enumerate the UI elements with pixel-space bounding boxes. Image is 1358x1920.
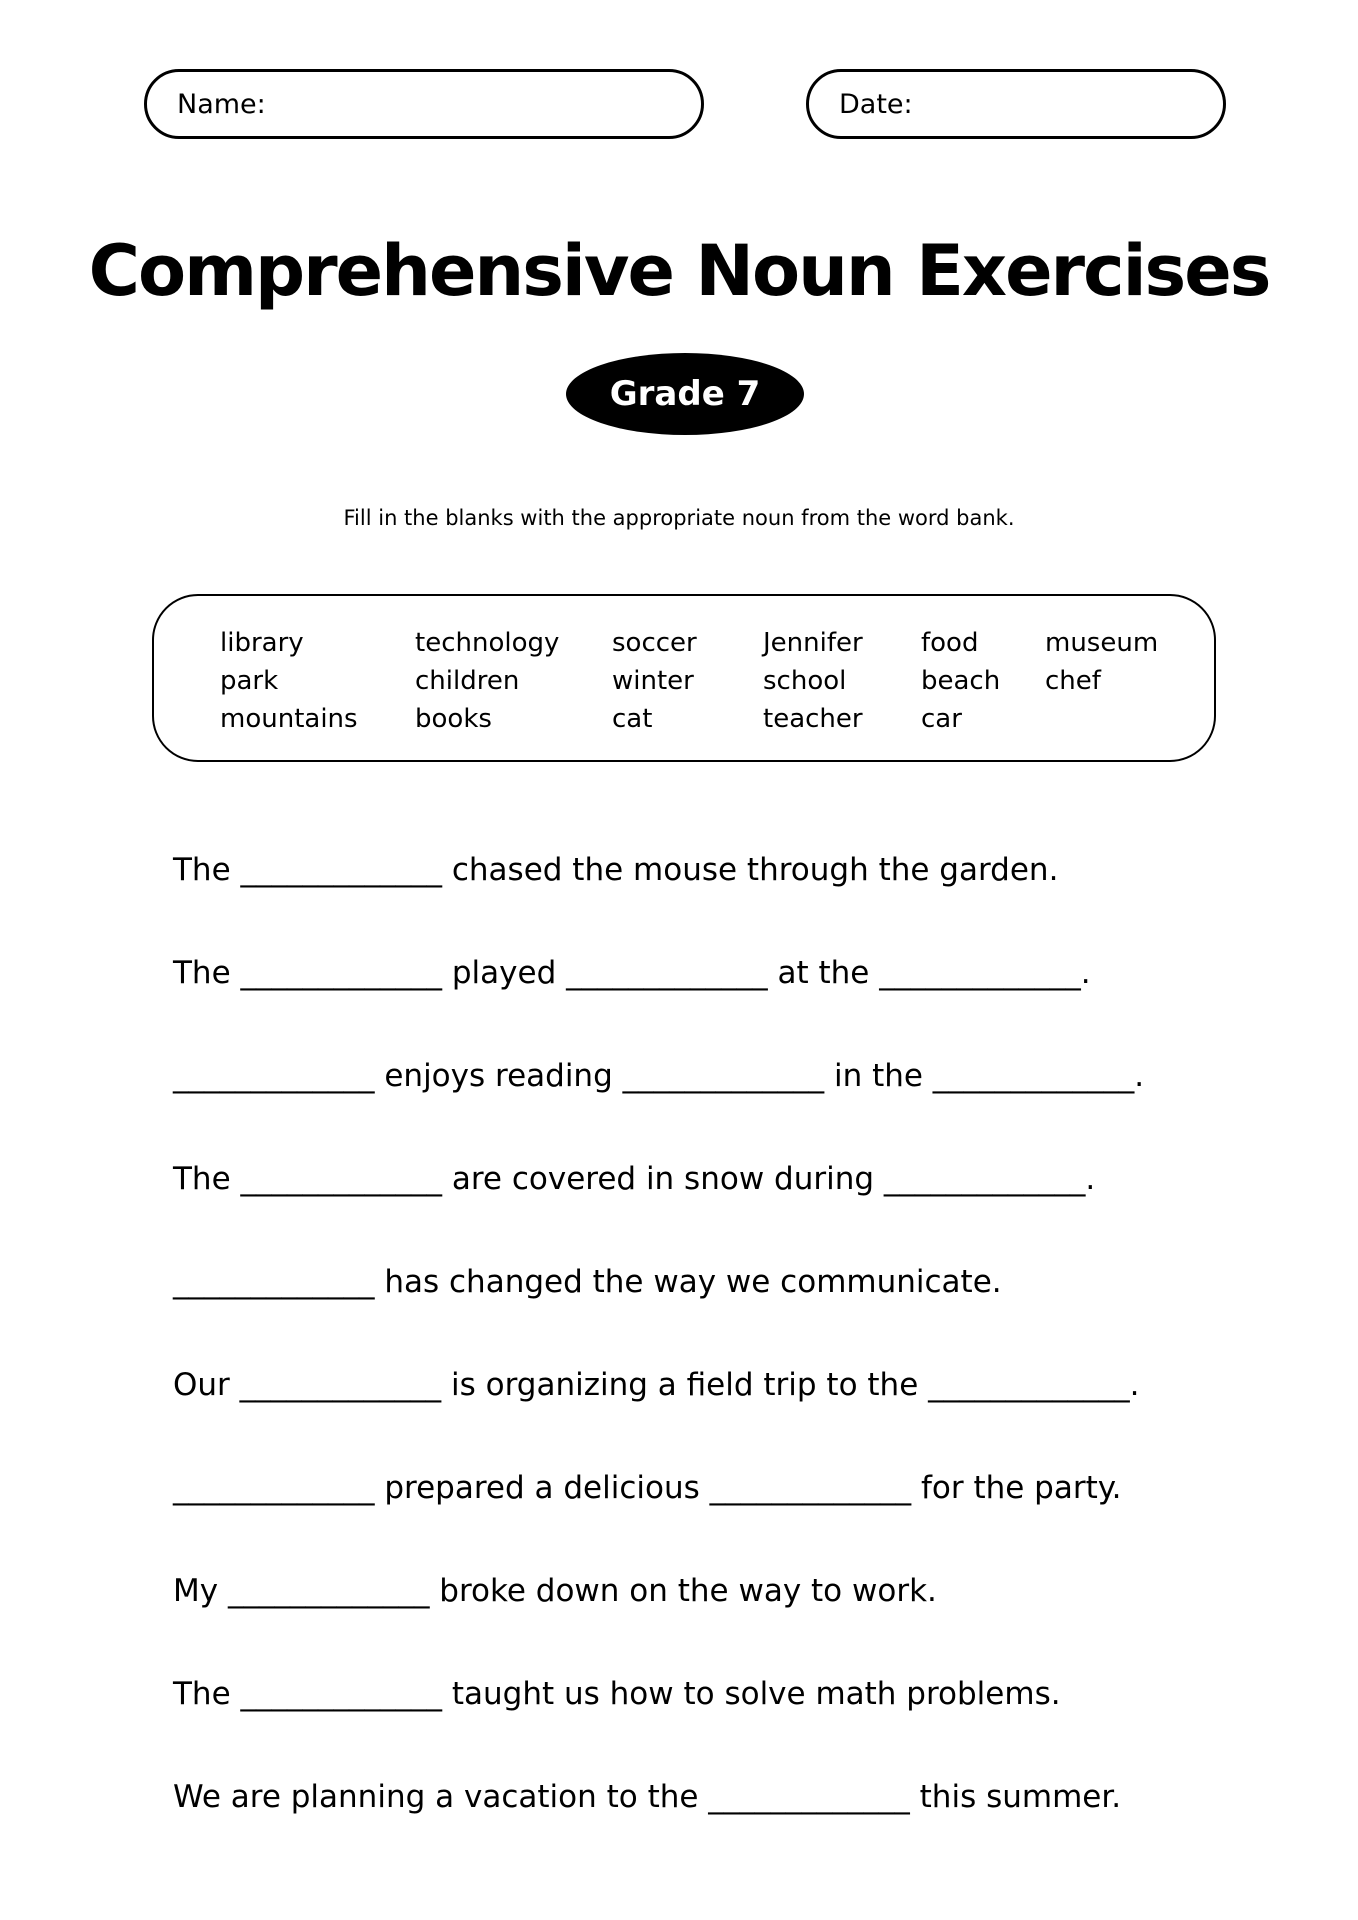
question-text: The _____________ played _____________ at the _____________. [173,955,1091,991]
word-bank-word: museum [1045,628,1159,658]
word-bank-word: mountains [220,704,358,734]
name-field[interactable] [144,69,704,139]
word-bank-word: cat [612,704,653,734]
word-bank-column [763,624,863,738]
word-bank-column [415,624,559,738]
word-bank-word: Jennifer [763,628,863,658]
word-bank-word: soccer [612,628,697,658]
word-bank-word: food [921,628,979,658]
word-bank-word: car [921,704,962,734]
grade-badge [566,353,804,435]
date-field[interactable] [806,69,1226,139]
question-text: My _____________ broke down on the way to work. [173,1573,937,1609]
word-bank-word: library [220,628,304,658]
grade-label: Grade 7 [609,374,761,414]
question-text: _____________ has changed the way we communicate. [173,1264,1002,1300]
word-bank-word: beach [921,666,1001,696]
question-text: The _____________ taught us how to solve math problems. [173,1676,1061,1712]
question-text: _____________ enjoys reading _____________ in the _____________. [173,1058,1145,1094]
word-bank-word: school [763,666,847,696]
instructions: Fill in the blanks with the appropriate noun from the word bank. [343,506,1015,530]
word-bank-column [612,624,697,738]
page-title: Comprehensive Noun Exercises [88,230,1270,312]
word-bank-word: chef [1045,666,1101,696]
word-bank-column [921,624,1000,738]
question-text: We are planning a vacation to the _____________ this summer. [173,1779,1122,1815]
question-text: Our _____________ is organizing a field trip to the _____________. [173,1367,1140,1403]
word-bank-column [220,624,358,738]
word-bank-word: children [415,666,520,696]
date-label: Date: [839,88,913,120]
word-bank-word: park [220,666,279,696]
word-bank-word: books [415,704,492,734]
word-bank-word: teacher [763,704,863,734]
word-bank-word: technology [415,628,560,658]
word-bank-word: winter [612,666,694,696]
question-text: The _____________ chased the mouse through the garden. [173,852,1059,888]
name-label: Name: [177,88,266,120]
word-bank [152,594,1216,762]
word-bank-column [1045,624,1158,700]
question-text: The _____________ are covered in snow during _____________. [173,1161,1096,1197]
question-text: _____________ prepared a delicious _____________ for the party. [173,1470,1122,1506]
